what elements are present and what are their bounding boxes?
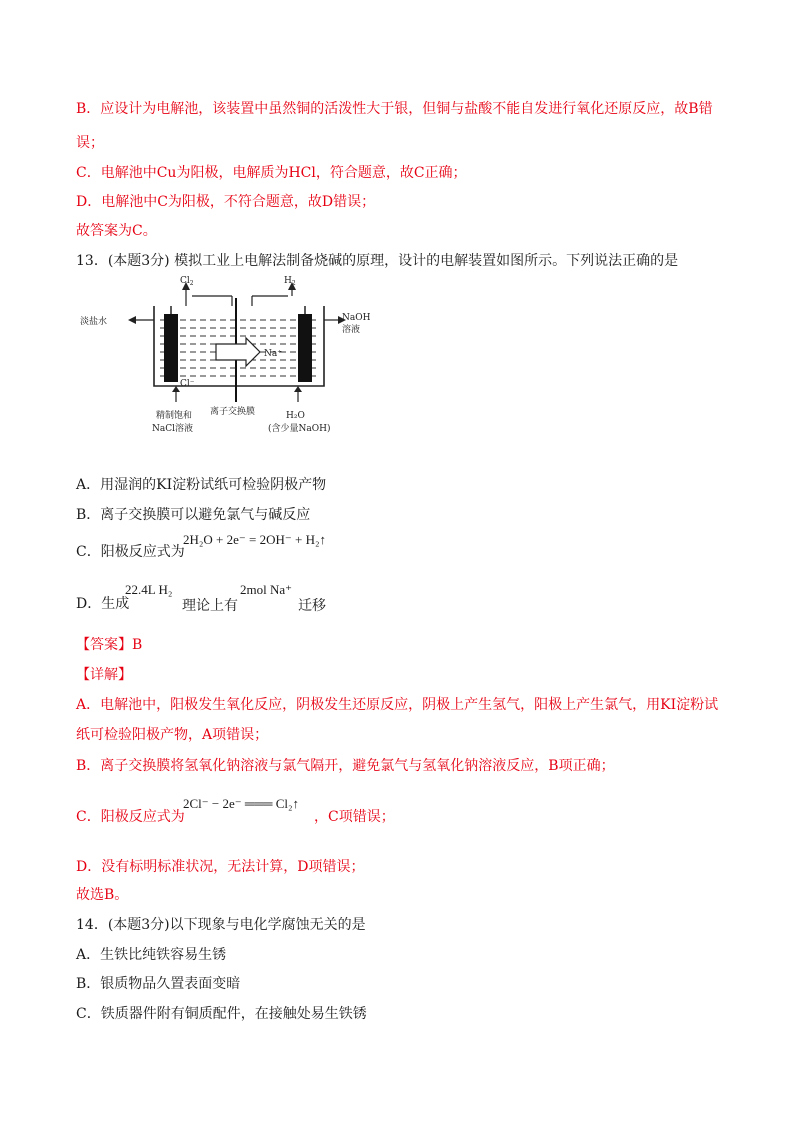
q13-answer	[76, 634, 142, 654]
anode-electrode	[164, 314, 178, 382]
cathode-electrode	[298, 314, 312, 382]
q13-detail-c-prefix: C．阳极反应式为	[76, 809, 185, 825]
q14-option-c: C．铁质器件附有铜质配件，在接触处易生铁锈	[76, 1006, 367, 1022]
q13-option-d-prefix: D．生成	[76, 596, 130, 612]
prev-explanation-b-line1: B．应设计为电解池，该装置中虽然铜的活泼性大于银，但铜与盐酸不能自发进行氧化还原反应，故B错	[76, 101, 713, 117]
brine-in-label-2: NaCl溶液	[152, 424, 194, 434]
h2-label: $H_2$	[284, 276, 296, 287]
prev-explanation-b-line2: 误；	[76, 135, 104, 151]
naoh-out-label-2: 溶液	[342, 325, 361, 335]
detail-label: 【详解】	[76, 667, 132, 683]
cl2-label: $Cl_2$	[180, 276, 194, 287]
q13-detail-conclusion: 故选B。	[76, 887, 129, 903]
q13-option-d-formula2: 2mol Na⁺	[240, 582, 292, 597]
q14-stem: 14．(本题3分)以下现象与电化学腐蚀无关的是	[76, 917, 366, 933]
q13-detail-c-formula: 2Cl⁻ − 2e⁻ ═══ Cl₂↑	[183, 796, 300, 811]
dilute-brine-label: 淡盐水	[80, 317, 108, 327]
q13-option-d-suffix: 迁移	[298, 598, 326, 614]
q13-detail-a-line1: A．电解池中，阳极发生氧化反应，阴极发生还原反应，阴极上产生氢气，阳极上产生氯气，用KI淀粉试	[76, 697, 719, 713]
cl-ion-label: Cl⁻	[180, 379, 195, 389]
prev-explanation-conclusion: 故答案为C。	[76, 223, 157, 239]
q14-option-a: A．生铁比纯铁容易生锈	[76, 947, 227, 963]
q13-option-d-mid: 理论上有	[182, 598, 238, 614]
answer-label: 【答案】	[76, 637, 132, 653]
prev-explanation-d-line: D．电解池中C为阳极，不符合题意，故D错误；	[76, 194, 376, 210]
q13-detail-a-line2: 纸可检验阳极产物，A项错误；	[76, 727, 269, 743]
answer-value: B	[132, 637, 143, 653]
electrolysis-cell-diagram	[76, 276, 371, 454]
q13-option-c-prefix: C．阳极反应式为	[76, 544, 185, 560]
q13-detail-b-line: B．离子交换膜将氢氧化钠溶液与氯气隔开，避免氯气与氢氧化钠溶液反应，B项正确；	[76, 758, 615, 774]
membrane-label: 离子交换膜	[210, 407, 256, 417]
water-in-label-1: H₂O	[286, 411, 305, 421]
q13-option-d-formula1: 22.4L H₂	[125, 582, 173, 597]
water-in-label-2: (含少量NaOH)	[268, 424, 331, 434]
q13-detail-c-suffix: ，C项错误；	[314, 809, 395, 825]
brine-in-label-1: 精制饱和	[156, 411, 193, 421]
q14-option-b: B．银质物品久置表面变暗	[76, 976, 241, 992]
q13-option-c-formula: 2H₂O + 2e⁻ = 2OH⁻ + H₂↑	[183, 532, 326, 547]
na-ion-label: Na⁺	[264, 349, 282, 359]
q13-detail-d-line: D．没有标明标准状况，无法计算，D项错误；	[76, 859, 365, 875]
q13-option-b: B．离子交换膜可以避免氯气与碱反应	[76, 507, 311, 523]
naoh-out-label-1: NaOH	[342, 313, 371, 323]
q13-option-a: A．用湿润的KI淀粉试纸可检验阴极产物	[76, 477, 327, 493]
na-migration-arrow	[216, 338, 260, 366]
prev-explanation-c-line: C．电解池中Cu为阳极，电解质为HCl，符合题意，故C正确；	[76, 165, 467, 181]
q13-stem: 13．(本题3分) 模拟工业上电解法制备烧碱的原理，设计的电解装置如图所示。下列说法正确的是	[76, 253, 679, 269]
